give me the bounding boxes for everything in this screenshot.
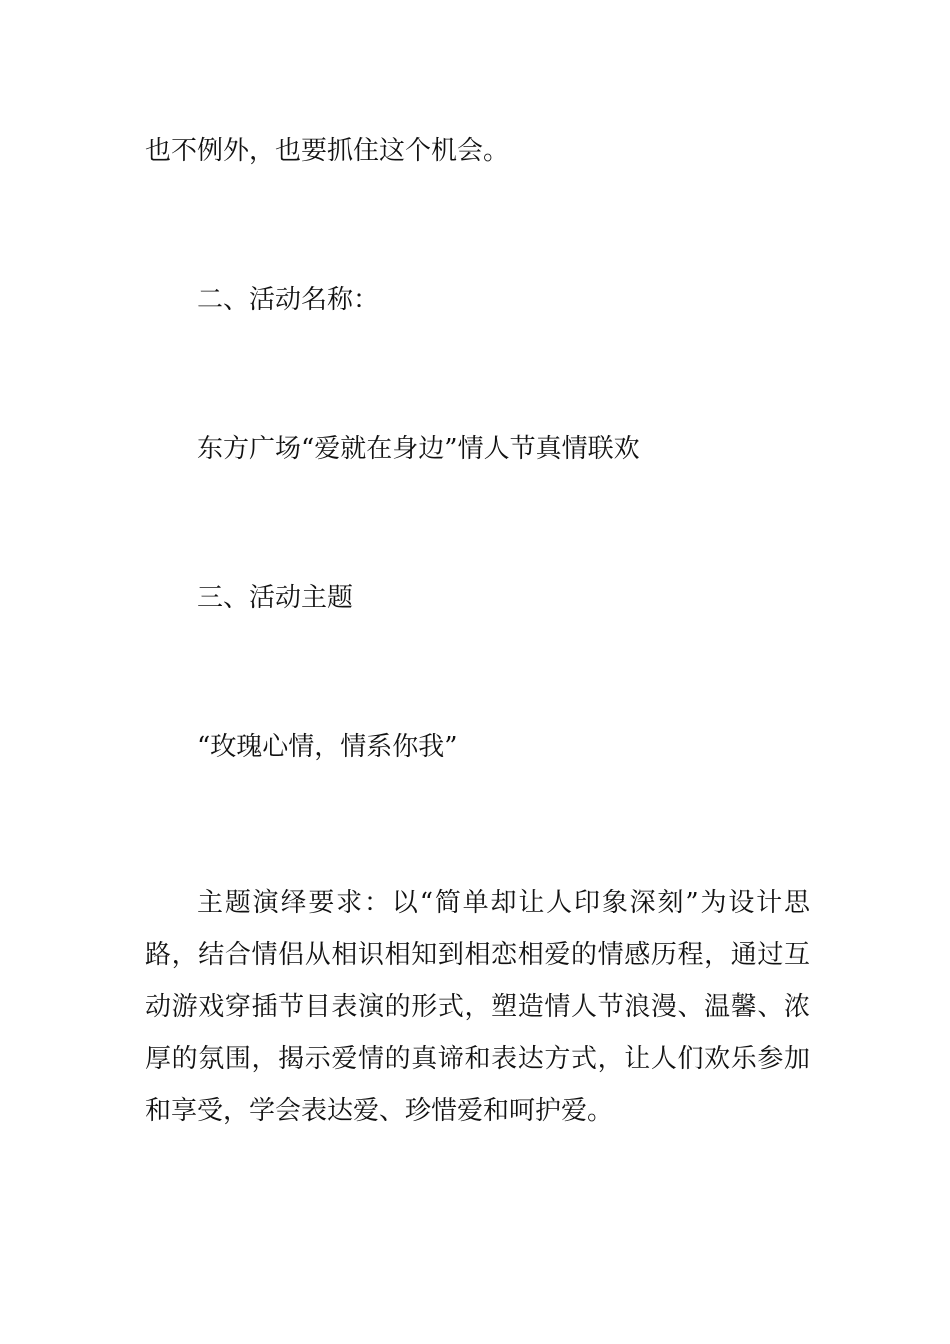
section-3-heading: 三、活动主题 bbox=[197, 583, 354, 613]
section-3-theme: “玫瑰心情，情系你我” bbox=[197, 732, 458, 762]
section-2-content: 东方广场“爱就在身边”情人节真情联欢 bbox=[197, 434, 640, 464]
theme-requirement-paragraph: 主题演绎要求：以“简单却让人印象深刻”为设计思路，结合情侣从相识相知到相恋相爱的情感历程，通过互动游戏穿插节目表演的形式，塑造情人节浪漫、温馨、浓厚的氛围，揭示爱情的真谛和表达方式，让人们欢乐参加和享受，学会表达爱、珍惜爱和呵护爱。 bbox=[145, 888, 810, 1126]
section-2-heading: 二、活动名称： bbox=[197, 285, 380, 315]
intro-tail-text: 也不例外，也要抓住这个机会。 bbox=[145, 136, 510, 166]
